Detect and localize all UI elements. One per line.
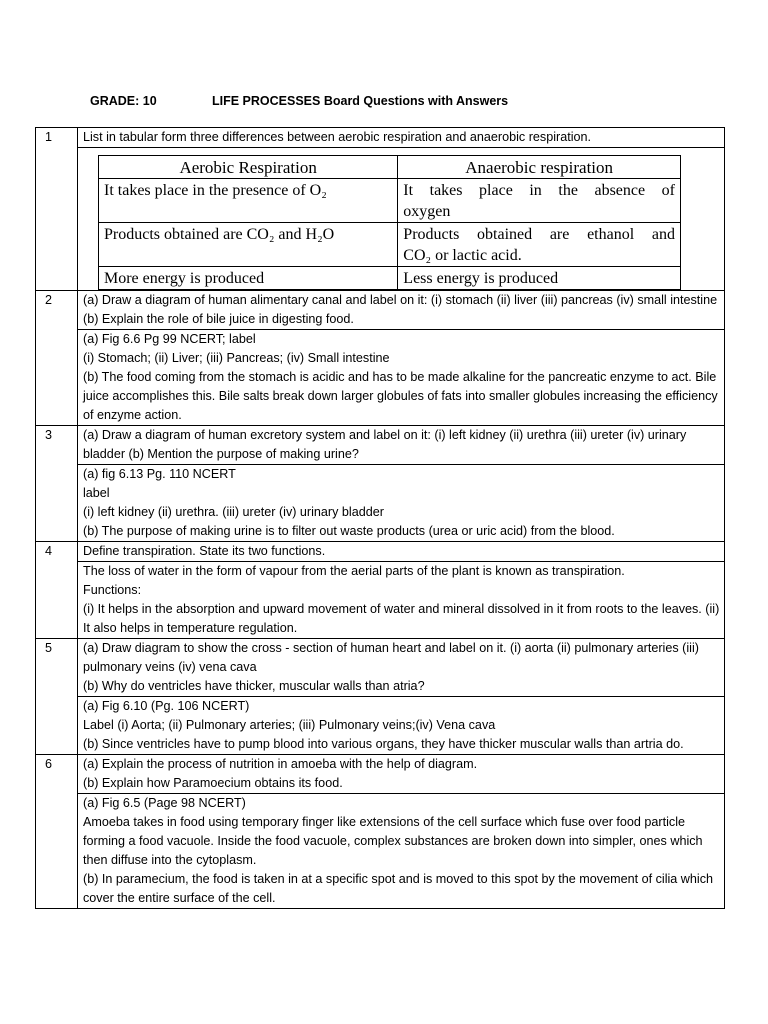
question-row: [36, 426, 725, 465]
question-number: 6: [36, 755, 78, 909]
table-cell: Less energy is produced: [398, 267, 681, 290]
table-cell: More energy is produced: [99, 267, 398, 290]
question-number: 1: [36, 128, 78, 291]
table-cell: It takes place in the absence of oxygen: [398, 179, 681, 223]
question-row: [36, 542, 725, 562]
table-cell: It takes place in the presence of O₂: [99, 179, 398, 223]
question-text: Define transpiration. State its two functions.: [78, 542, 725, 562]
answer-row: [36, 794, 725, 909]
document-title: LIFE PROCESSES Board Questions with Answers: [212, 94, 509, 108]
question-text: (a) Draw a diagram of human excretory system and label on it: (i) left kidney (ii) urethra (iii) ureter (iv) urinary bladder (b) Mention the purpose of making urine?: [78, 426, 725, 465]
question-text: List in tabular form three differences between aerobic respiration and anaerobic respiration.: [78, 128, 725, 148]
answer-row: [36, 465, 725, 542]
questions-table: [35, 127, 725, 909]
answer-row: [36, 148, 725, 291]
table-cell: Products obtained are CO₂ and H₂O: [99, 223, 398, 267]
question-number: 2: [36, 291, 78, 426]
answer-text: (a) fig 6.13 Pg. 110 NCERT label (i) left kidney (ii) urethra. (iii) ureter (iv) urinary bladder (b) The purpose of making urine is to filter out waste products (urea or uric acid) from the blood.: [78, 465, 725, 542]
question-row: [36, 639, 725, 697]
question-text: (a) Draw diagram to show the cross - section of human heart and label on it. (i) aorta (ii) pulmonary arteries (iii) pulmonary veins (iv) vena cava (b) Why do ventricles have thicker, muscular walls than atria?: [78, 639, 725, 697]
question-row: [36, 755, 725, 794]
question-number: 5: [36, 639, 78, 755]
question-text: (a) Draw a diagram of human alimentary canal and label on it: (i) stomach (ii) liver (iii) pancreas (iv) small intestine (b) Explain the role of bile juice in digesting food.: [78, 291, 725, 330]
answer-text: (a) Fig 6.6 Pg 99 NCERT; label (i) Stomach; (ii) Liver; (iii) Pancreas; (iv) Small intestine (b) The food coming from the stomach is acidic and has to be made alkaline for the pancreatic enzyme to act. Bile juice accomplishes this. Bile salts break down larger globules of fats into smaller globules increasing the efficiency of enzyme action.: [78, 330, 725, 426]
table-row: [99, 179, 681, 223]
answer-row: [36, 330, 725, 426]
answer-row: [36, 697, 725, 755]
table-row: [99, 267, 681, 290]
answer-text: (a) Fig 6.5 (Page 98 NCERT) Amoeba takes in food using temporary finger like extensions of the cell surface which fuse over food particle forming a food vacuole. Inside the food vacuole, complex substances are broken down into simpler, ones which then diffuse into the cytoplasm. (b) In paramecium, the food is taken in at a specific spot and is moved to this spot by the movement of cilia which cover the entire surface of the cell.: [78, 794, 725, 909]
answer-text: The loss of water in the form of vapour from the aerial parts of the plant is known as transpiration. Functions: (i) It helps in the absorption and upward movement of water and mineral dissolved in it from roots to the leaves. (ii) It also helps in temperature regulation.: [78, 562, 725, 639]
question-text: (a) Explain the process of nutrition in amoeba with the help of diagram. (b) Explain how Paramoecium obtains its food.: [78, 755, 725, 794]
grade-label: GRADE: 10: [90, 94, 157, 108]
answer-text: (a) Fig 6.10 (Pg. 106 NCERT) Label (i) Aorta; (ii) Pulmonary arteries; (iii) Pulmonary veins;(iv) Vena cava (b) Since ventricles have to pump blood into various organs, they have thicker muscular walls than artria do.: [78, 697, 725, 755]
table-cell: Products obtained are ethanol and CO₂ or lactic acid.: [398, 223, 681, 267]
question-number: 4: [36, 542, 78, 639]
answer-row: [36, 562, 725, 639]
table-row: [99, 223, 681, 267]
answer-text: [78, 148, 725, 291]
column-header: Anaerobic respiration: [398, 156, 681, 179]
question-row: [36, 128, 725, 148]
question-row: [36, 291, 725, 330]
comparison-table: [98, 155, 681, 290]
column-header: Aerobic Respiration: [99, 156, 398, 179]
question-number: 3: [36, 426, 78, 542]
